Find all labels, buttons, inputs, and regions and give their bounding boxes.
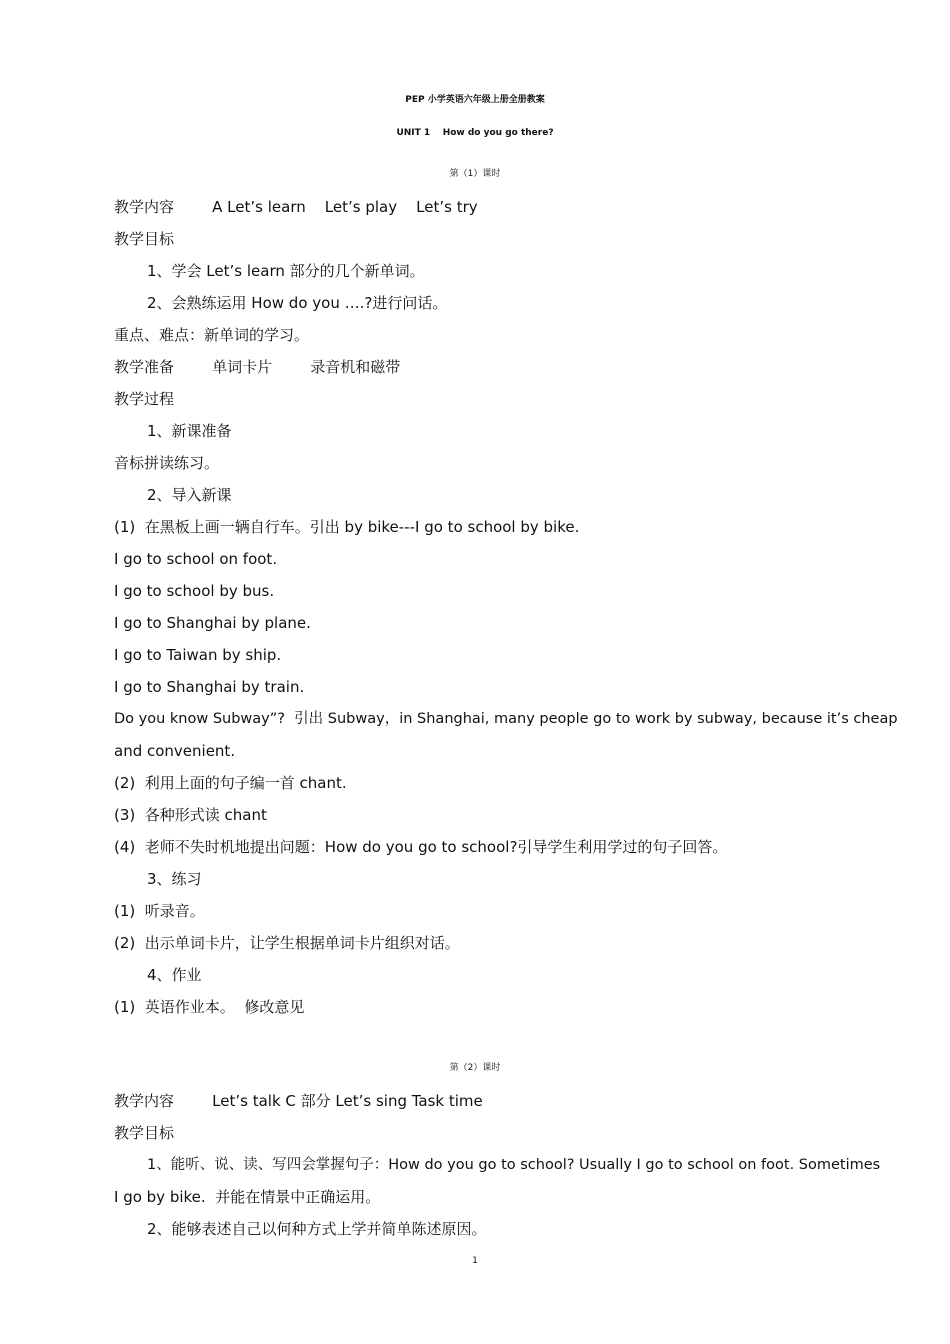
- lesson1-goal-label: 教学目标: [114, 230, 175, 248]
- lesson1-homework-1: (1) 英语作业本。 修改意见: [114, 998, 305, 1016]
- lesson1-process-label: 教学过程: [114, 390, 175, 408]
- lesson1-sentence-4: I go to Taiwan by ship.: [114, 646, 282, 664]
- lesson1-p3: (3) 各种形式读 chant: [114, 806, 267, 824]
- lesson1-sentence-3: I go to Shanghai by plane.: [114, 614, 311, 632]
- lesson1-p2: (2) 利用上面的句子编一首 chant.: [114, 774, 347, 792]
- lesson1-step-3: 3、练习: [147, 870, 202, 888]
- lesson2-goal-1a: 1、能听、说、读、写四会掌握句子：How do you go to school? Usually I go to school on foot. Sometimes: [147, 1157, 881, 1173]
- lesson1-goal-2: 2、会熟练运用 How do you ….?进行问话。: [147, 294, 448, 312]
- lesson1-p1: (1) 在黑板上画一辆自行车。引出 by bike---I go to school by bike.: [114, 518, 580, 536]
- unit-title: UNIT 1 How do you go there?: [396, 128, 554, 138]
- lesson2-content: 教学内容 Let’s talk C 部分 Let’s sing Task time: [114, 1092, 483, 1110]
- lesson1-prep: 教学准备 单词卡片 录音机和磁带: [114, 358, 401, 376]
- lesson1-goal-1: 1、学会 Let’s learn 部分的几个新单词。: [147, 262, 425, 280]
- lesson2-goal-1b: I go by bike. 并能在情景中正确运用。: [114, 1188, 381, 1206]
- lesson1-key-points: 重点、难点：新单词的学习。: [114, 326, 310, 344]
- lesson1-step-2: 2、导入新课: [147, 486, 232, 504]
- lesson1-sentence-6b: and convenient.: [114, 742, 236, 760]
- lesson1-step-1-text: 音标拼读练习。: [114, 454, 220, 472]
- lesson1-sentence-2: I go to school by bus.: [114, 582, 275, 600]
- lesson1-sentence-6a: Do you know Subway”? 引出 Subway，in Shanghai, many people go to work by subway, because it’s cheap: [114, 711, 898, 727]
- lesson1-p4: (4) 老师不失时机地提出问题：How do you go to school?引导学生利用学过的句子回答。: [114, 838, 728, 856]
- lesson2-goal-2: 2、能够表述自己以何种方式上学并简单陈述原因。: [147, 1220, 487, 1238]
- page-number: 1: [472, 1256, 478, 1266]
- lesson1-heading: 第（1）课时: [449, 169, 501, 179]
- lesson2-heading: 第（2）课时: [449, 1063, 501, 1073]
- lesson1-exercise-1: (1) 听录音。: [114, 902, 205, 920]
- lesson1-step-4: 4、作业: [147, 966, 202, 984]
- lesson1-sentence-1: I go to school on foot.: [114, 550, 278, 568]
- lesson1-exercise-2: (2) 出示单词卡片，让学生根据单词卡片组织对话。: [114, 934, 460, 952]
- lesson2-goal-label: 教学目标: [114, 1124, 175, 1142]
- lesson1-sentence-5: I go to Shanghai by train.: [114, 678, 305, 696]
- document-title: PEP 小学英语六年级上册全册教案: [405, 95, 545, 105]
- lesson1-step-1: 1、新课准备: [147, 422, 232, 440]
- lesson1-content: 教学内容 A Let’s learn Let’s play Let’s try: [114, 198, 478, 216]
